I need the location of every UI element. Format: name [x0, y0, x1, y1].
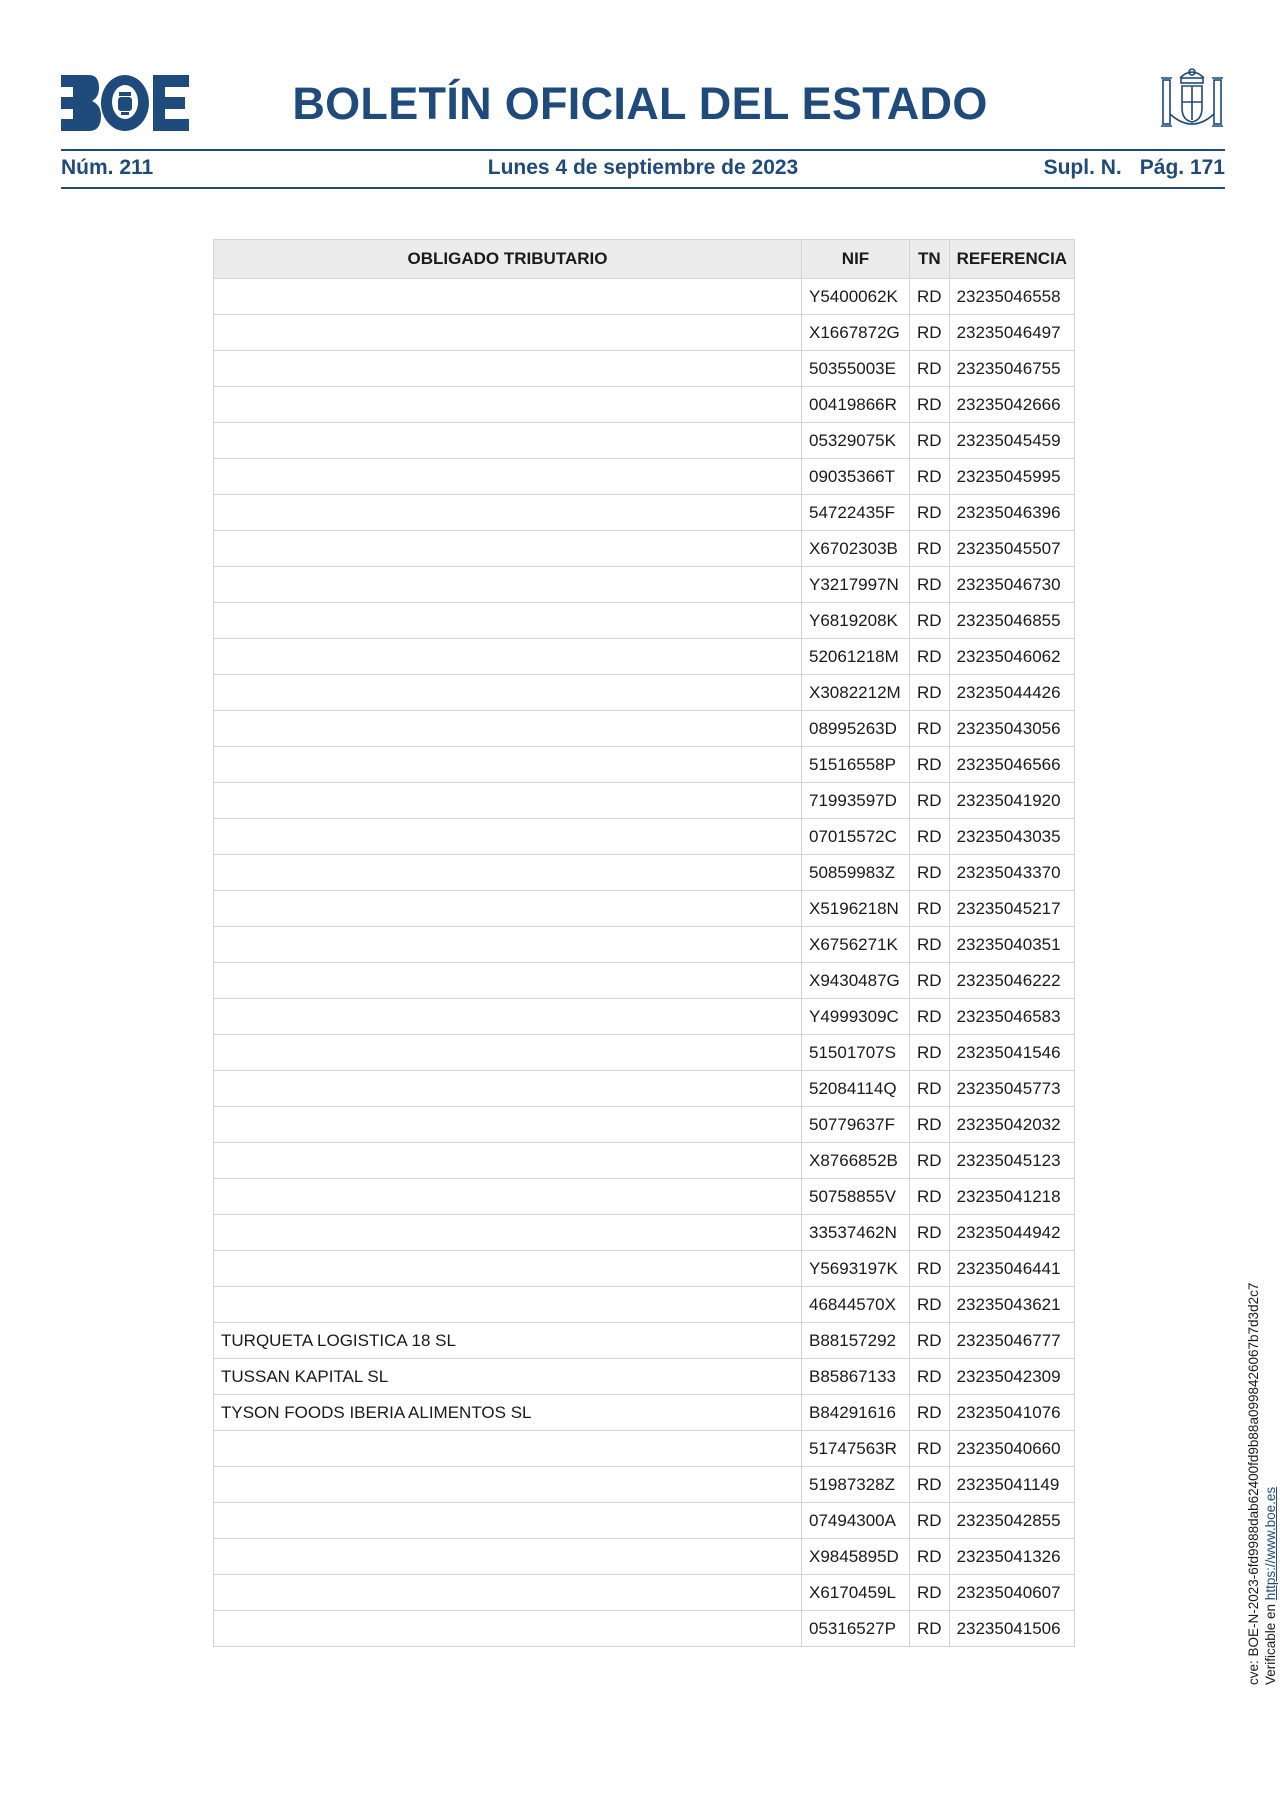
- cell-referencia: 23235045123: [949, 1143, 1075, 1179]
- cell-tn: RD: [910, 675, 950, 711]
- coat-of-arms-icon: [1158, 64, 1226, 136]
- cell-tn: RD: [910, 999, 950, 1035]
- cell-referencia: 23235041149: [949, 1467, 1075, 1503]
- cell-nif: Y4999309C: [802, 999, 910, 1035]
- cell-obligado: [214, 1035, 802, 1071]
- verification-prefix: Verificable en: [1263, 1600, 1278, 1685]
- cell-obligado: [214, 351, 802, 387]
- table-row: [214, 1179, 1075, 1215]
- table-row: [214, 1107, 1075, 1143]
- boe-logo: [61, 75, 189, 131]
- cell-referencia: 23235046755: [949, 351, 1075, 387]
- table-row: [214, 1611, 1075, 1647]
- cell-obligado: [214, 1611, 802, 1647]
- cell-tn: RD: [910, 891, 950, 927]
- cell-tn: RD: [910, 387, 950, 423]
- cell-obligado: [214, 1251, 802, 1287]
- cell-tn: RD: [910, 1359, 950, 1395]
- cell-tn: RD: [910, 1467, 950, 1503]
- col-header-nif: NIF: [802, 240, 910, 279]
- page-number: Pág. 171: [1139, 156, 1225, 179]
- cell-obligado: [214, 855, 802, 891]
- cell-referencia: 23235046855: [949, 603, 1075, 639]
- table-row: [214, 1539, 1075, 1575]
- cve-code: cve: BOE-N-2023-6fd9988dab62400fd9b88a0998426067b7d3d2c7: [1246, 1282, 1261, 1685]
- cell-nif: B84291616: [802, 1395, 910, 1431]
- cell-tn: RD: [910, 855, 950, 891]
- cell-nif: 52084114Q: [802, 1071, 910, 1107]
- cell-nif: 51501707S: [802, 1035, 910, 1071]
- table-row: [214, 747, 1075, 783]
- cell-tn: RD: [910, 459, 950, 495]
- cell-tn: RD: [910, 1539, 950, 1575]
- cell-referencia: 23235046396: [949, 495, 1075, 531]
- cell-obligado: [214, 1287, 802, 1323]
- table-row: [214, 315, 1075, 351]
- cell-obligado: [214, 567, 802, 603]
- cell-obligado: [214, 1143, 802, 1179]
- col-header-obligado: OBLIGADO TRIBUTARIO: [214, 240, 802, 279]
- cell-obligado: [214, 891, 802, 927]
- cell-referencia: 23235042309: [949, 1359, 1075, 1395]
- taxpayer-table: [213, 239, 1075, 1647]
- cell-nif: X6702303B: [802, 531, 910, 567]
- boe-link[interactable]: https://www.boe.es: [1263, 1486, 1278, 1601]
- cell-obligado: [214, 1215, 802, 1251]
- cell-nif: 51987328Z: [802, 1467, 910, 1503]
- table-row: [214, 819, 1075, 855]
- cell-referencia: 23235046730: [949, 567, 1075, 603]
- cell-referencia: 23235043370: [949, 855, 1075, 891]
- cell-tn: RD: [910, 819, 950, 855]
- table-row: [214, 1215, 1075, 1251]
- cell-referencia: 23235045507: [949, 531, 1075, 567]
- cell-nif: X5196218N: [802, 891, 910, 927]
- cell-tn: RD: [910, 1215, 950, 1251]
- cell-referencia: 23235044426: [949, 675, 1075, 711]
- cell-referencia: 23235041546: [949, 1035, 1075, 1071]
- cell-referencia: 23235040660: [949, 1431, 1075, 1467]
- cell-obligado: [214, 387, 802, 423]
- cell-tn: RD: [910, 1143, 950, 1179]
- cell-nif: 08995263D: [802, 711, 910, 747]
- col-header-tn: TN: [910, 240, 950, 279]
- cell-referencia: 23235046497: [949, 315, 1075, 351]
- cell-referencia: 23235046566: [949, 747, 1075, 783]
- cell-obligado: TURQUETA LOGISTICA 18 SL: [214, 1323, 802, 1359]
- cell-obligado: [214, 1431, 802, 1467]
- verification-sidebar: [1245, 1283, 1279, 1685]
- cell-nif: Y5400062K: [802, 279, 910, 315]
- cell-obligado: [214, 1503, 802, 1539]
- cell-nif: 54722435F: [802, 495, 910, 531]
- cell-referencia: 23235043621: [949, 1287, 1075, 1323]
- cell-tn: RD: [910, 1431, 950, 1467]
- cell-tn: RD: [910, 1251, 950, 1287]
- table-row: [214, 459, 1075, 495]
- cell-tn: RD: [910, 1611, 950, 1647]
- table-row: [214, 855, 1075, 891]
- cell-obligado: [214, 1575, 802, 1611]
- cell-obligado: [214, 999, 802, 1035]
- cell-nif: 50779637F: [802, 1107, 910, 1143]
- cell-nif: 09035366T: [802, 459, 910, 495]
- cell-referencia: 23235046558: [949, 279, 1075, 315]
- cell-referencia: 23235045217: [949, 891, 1075, 927]
- cell-referencia: 23235043035: [949, 819, 1075, 855]
- cell-tn: RD: [910, 639, 950, 675]
- col-header-referencia: REFERENCIA: [949, 240, 1075, 279]
- cell-nif: 07494300A: [802, 1503, 910, 1539]
- cell-nif: 46844570X: [802, 1287, 910, 1323]
- cell-obligado: [214, 783, 802, 819]
- table-row: [214, 1035, 1075, 1071]
- cell-obligado: [214, 1071, 802, 1107]
- table-row: [214, 567, 1075, 603]
- cell-nif: X9845895D: [802, 1539, 910, 1575]
- cell-referencia: 23235041218: [949, 1179, 1075, 1215]
- cell-nif: 51747563R: [802, 1431, 910, 1467]
- cell-nif: 50355003E: [802, 351, 910, 387]
- table-row: [214, 963, 1075, 999]
- page-title: BOLETÍN OFICIAL DEL ESTADO: [292, 78, 988, 129]
- cell-obligado: [214, 1467, 802, 1503]
- table-row: [214, 1575, 1075, 1611]
- table-row: [214, 1287, 1075, 1323]
- table-row: [214, 603, 1075, 639]
- cell-tn: RD: [910, 711, 950, 747]
- cell-referencia: 23235045459: [949, 423, 1075, 459]
- cell-nif: Y6819208K: [802, 603, 910, 639]
- cell-tn: RD: [910, 423, 950, 459]
- cell-tn: RD: [910, 1107, 950, 1143]
- cell-referencia: 23235043056: [949, 711, 1075, 747]
- cell-nif: 51516558P: [802, 747, 910, 783]
- cell-obligado: [214, 963, 802, 999]
- table-row: [214, 1143, 1075, 1179]
- table-row: [214, 1395, 1075, 1431]
- cell-tn: RD: [910, 1395, 950, 1431]
- cell-obligado: [214, 495, 802, 531]
- cell-tn: RD: [910, 963, 950, 999]
- cell-obligado: [214, 531, 802, 567]
- cell-referencia: 23235045773: [949, 1071, 1075, 1107]
- cell-nif: 05329075K: [802, 423, 910, 459]
- cell-obligado: [214, 711, 802, 747]
- table-row: [214, 495, 1075, 531]
- cell-tn: RD: [910, 1071, 950, 1107]
- cell-referencia: 23235045995: [949, 459, 1075, 495]
- cell-referencia: 23235042666: [949, 387, 1075, 423]
- cell-nif: 33537462N: [802, 1215, 910, 1251]
- cell-referencia: 23235041920: [949, 783, 1075, 819]
- cell-tn: RD: [910, 351, 950, 387]
- cell-nif: X3082212M: [802, 675, 910, 711]
- table-row: [214, 1467, 1075, 1503]
- cell-obligado: [214, 819, 802, 855]
- cell-referencia: 23235040607: [949, 1575, 1075, 1611]
- cell-referencia: 23235046222: [949, 963, 1075, 999]
- cell-tn: RD: [910, 1503, 950, 1539]
- cell-tn: RD: [910, 567, 950, 603]
- supplement-label: Supl. N.: [1043, 156, 1122, 179]
- cell-nif: X6170459L: [802, 1575, 910, 1611]
- cell-referencia: 23235044942: [949, 1215, 1075, 1251]
- header-rule-top: [61, 149, 1225, 151]
- cell-obligado: [214, 1179, 802, 1215]
- cell-referencia: 23235042032: [949, 1107, 1075, 1143]
- cell-referencia: 23235046441: [949, 1251, 1075, 1287]
- cell-obligado: TUSSAN KAPITAL SL: [214, 1359, 802, 1395]
- cell-tn: RD: [910, 747, 950, 783]
- cell-referencia: 23235046777: [949, 1323, 1075, 1359]
- verification-line: [1262, 1283, 1279, 1685]
- cell-nif: X9430487G: [802, 963, 910, 999]
- cell-obligado: [214, 927, 802, 963]
- table-row: [214, 351, 1075, 387]
- table-row: [214, 1071, 1075, 1107]
- cell-nif: X1667872G: [802, 315, 910, 351]
- table-row: [214, 387, 1075, 423]
- table-row: [214, 279, 1075, 315]
- table-row: [214, 783, 1075, 819]
- cell-nif: X8766852B: [802, 1143, 910, 1179]
- table-row: [214, 675, 1075, 711]
- cell-obligado: [214, 315, 802, 351]
- cell-nif: B88157292: [802, 1323, 910, 1359]
- table-row: [214, 423, 1075, 459]
- cell-nif: 05316527P: [802, 1611, 910, 1647]
- cell-nif: Y5693197K: [802, 1251, 910, 1287]
- cell-tn: RD: [910, 1287, 950, 1323]
- cell-nif: 71993597D: [802, 783, 910, 819]
- cell-tn: RD: [910, 1035, 950, 1071]
- header-info-row: [61, 156, 1225, 184]
- cell-tn: RD: [910, 927, 950, 963]
- cell-tn: RD: [910, 531, 950, 567]
- cell-obligado: [214, 675, 802, 711]
- table-row: [214, 927, 1075, 963]
- cell-referencia: 23235041076: [949, 1395, 1075, 1431]
- table-row: [214, 531, 1075, 567]
- cell-obligado: [214, 279, 802, 315]
- cell-tn: RD: [910, 1179, 950, 1215]
- cell-obligado: [214, 603, 802, 639]
- cell-nif: Y3217997N: [802, 567, 910, 603]
- cell-referencia: 23235041326: [949, 1539, 1075, 1575]
- table-row: [214, 1431, 1075, 1467]
- table-row: [214, 1323, 1075, 1359]
- cell-obligado: [214, 1107, 802, 1143]
- table-row: [214, 891, 1075, 927]
- cell-nif: X6756271K: [802, 927, 910, 963]
- cell-tn: RD: [910, 783, 950, 819]
- table-row: [214, 1503, 1075, 1539]
- cell-nif: 50859983Z: [802, 855, 910, 891]
- cell-nif: 07015572C: [802, 819, 910, 855]
- supplement-page: [1044, 156, 1225, 180]
- cell-nif: B85867133: [802, 1359, 910, 1395]
- table-row: [214, 711, 1075, 747]
- cell-referencia: 23235042855: [949, 1503, 1075, 1539]
- cell-obligado: [214, 639, 802, 675]
- table-header-row: [214, 240, 1075, 279]
- cell-tn: RD: [910, 279, 950, 315]
- table-row: [214, 639, 1075, 675]
- table-row: [214, 1359, 1075, 1395]
- cell-obligado: [214, 423, 802, 459]
- cell-referencia: 23235046062: [949, 639, 1075, 675]
- header-rule-bottom: [61, 187, 1225, 189]
- cell-nif: 00419866R: [802, 387, 910, 423]
- cell-referencia: 23235040351: [949, 927, 1075, 963]
- cell-nif: 50758855V: [802, 1179, 910, 1215]
- issue-number: Núm. 211: [61, 156, 154, 179]
- cell-obligado: TYSON FOODS IBERIA ALIMENTOS SL: [214, 1395, 802, 1431]
- cell-tn: RD: [910, 603, 950, 639]
- cell-obligado: [214, 459, 802, 495]
- cell-referencia: 23235041506: [949, 1611, 1075, 1647]
- cell-obligado: [214, 1539, 802, 1575]
- cell-obligado: [214, 747, 802, 783]
- cell-tn: RD: [910, 1575, 950, 1611]
- cell-nif: 52061218M: [802, 639, 910, 675]
- table-row: [214, 1251, 1075, 1287]
- cell-referencia: 23235046583: [949, 999, 1075, 1035]
- cell-tn: RD: [910, 1323, 950, 1359]
- cell-tn: RD: [910, 495, 950, 531]
- table-row: [214, 999, 1075, 1035]
- cell-tn: RD: [910, 315, 950, 351]
- issue-date: Lunes 4 de septiembre de 2023: [487, 156, 799, 179]
